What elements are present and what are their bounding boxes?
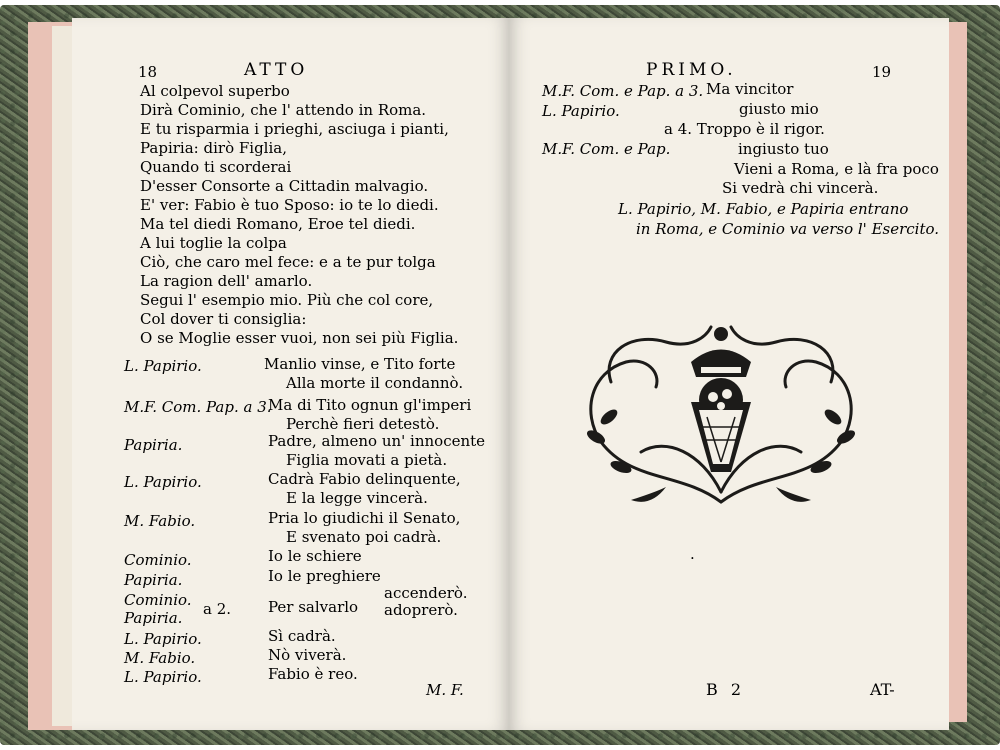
floral-ornament-icon	[571, 322, 871, 517]
text-line: O se Moglie esser vuoi, non sei più Figlia.	[140, 329, 459, 347]
dialogue-line: Perchè fieri detestò.	[286, 415, 440, 433]
dialogue-line: Pria lo giudichi il Senato,	[268, 509, 461, 527]
dialogue-line: Ma di Tito ognun gl'imperi	[268, 396, 472, 414]
dialogue-line: Manlio vinse, e Tito forte	[264, 355, 456, 373]
speaker-label: Cominio.	[124, 551, 192, 569]
dialogue-line: Sì cadrà.	[268, 627, 336, 645]
text-line: Segui l' esempio mio. Più che col core,	[140, 291, 434, 309]
dot-mark: .	[690, 545, 695, 563]
dialogue-line: Io le schiere	[268, 547, 362, 565]
text-line: Al colpevol superbo	[140, 82, 290, 100]
speaker-label: M. Fabio.	[124, 512, 196, 530]
text-line: Papiria: dirò Figlia,	[140, 139, 287, 157]
speaker-label: Papiria.	[124, 571, 183, 589]
text-line: D'esser Consorte a Cittadin malvagio.	[140, 177, 429, 195]
speaker-label: M.F. Com. e Pap.	[542, 140, 671, 158]
dialogue-line: E svenato poi cadrà.	[286, 528, 442, 546]
dialogue-line: giusto mio	[739, 100, 819, 118]
speaker-label: L. Papirio.	[542, 102, 620, 120]
dialogue-line: Nò viverà.	[268, 646, 347, 664]
dialogue-line: Io le preghiere	[268, 567, 381, 585]
text-line: La ragion dell' amarlo.	[140, 272, 313, 290]
stage-direction: L. Papirio, M. Fabio, e Papiria entrano	[618, 200, 909, 218]
dialogue-line: E la legge vincerà.	[286, 489, 428, 507]
catchword-right: AT-	[870, 680, 895, 699]
page-number-right: 19	[872, 63, 892, 81]
running-head-left: ATTO	[244, 60, 309, 80]
text-line: Ma tel diedi Romano, Eroe tel diedi.	[140, 215, 416, 233]
dialogue-line: Si vedrà chi vincerà.	[722, 179, 879, 197]
speaker-label: Papiria.	[124, 609, 183, 627]
page-edges-left	[52, 26, 73, 726]
speaker-label: Papiria.	[124, 436, 183, 454]
dialogue-line: Fabio è reo.	[268, 665, 358, 683]
dialogue-line: ingiusto tuo	[738, 140, 829, 158]
dialogue-line: accenderò.	[384, 584, 468, 602]
speaker-label: L. Papirio.	[124, 630, 202, 648]
dialogue-line: Padre, almeno un' innocente	[268, 432, 486, 450]
text-line: A lui toglie la colpa	[140, 234, 287, 252]
dialogue-line: Cadrà Fabio delinquente,	[268, 470, 461, 488]
running-head-right: PRIMO.	[646, 60, 737, 80]
speaker-label: L. Papirio.	[124, 357, 202, 375]
speaker-label: L. Papirio.	[124, 473, 202, 491]
dialogue-line: Alla morte il condannò.	[286, 374, 464, 392]
page-number-left: 18	[138, 63, 158, 81]
dialogue-line: a 4. Troppo è il rigor.	[664, 120, 825, 138]
signature-mark: B 2	[706, 680, 746, 699]
speaker-label: M. Fabio.	[124, 649, 196, 667]
dialogue-line: adoprerò.	[384, 601, 458, 619]
speaker-label: M.F. Com. e Pap. a 3.	[542, 82, 704, 100]
dialogue-line: Figlia movati a pietà.	[286, 451, 448, 469]
text-line: Dirà Cominio, che l' attendo in Roma.	[140, 101, 427, 119]
text-line: Ciò, che caro mel fece: e a te pur tolga	[140, 253, 436, 271]
right-endpaper	[947, 22, 967, 722]
dialogue-line: Ma vincitor	[706, 80, 794, 98]
speaker-label: M.F. Com. Pap. a 3.	[124, 398, 272, 416]
stage-direction: in Roma, e Cominio va verso l' Esercito.	[636, 220, 940, 238]
speaker-label: Cominio.	[124, 591, 192, 609]
dialogue-line: Per salvarlo	[268, 598, 359, 616]
dialogue-line: Vieni a Roma, e là fra poco	[734, 160, 939, 178]
catchword-left: M. F.	[426, 681, 464, 699]
speaker-label: L. Papirio.	[124, 668, 202, 686]
text-line: E tu risparmia i prieghi, asciuga i pianti,	[140, 120, 449, 138]
text-line: E' ver: Fabio è tuo Sposo: io te lo diedi.	[140, 196, 439, 214]
a2-marker: a 2.	[203, 600, 232, 618]
text-line: Quando ti scorderai	[140, 158, 292, 176]
text-line: Col dover ti consiglia:	[140, 310, 307, 328]
